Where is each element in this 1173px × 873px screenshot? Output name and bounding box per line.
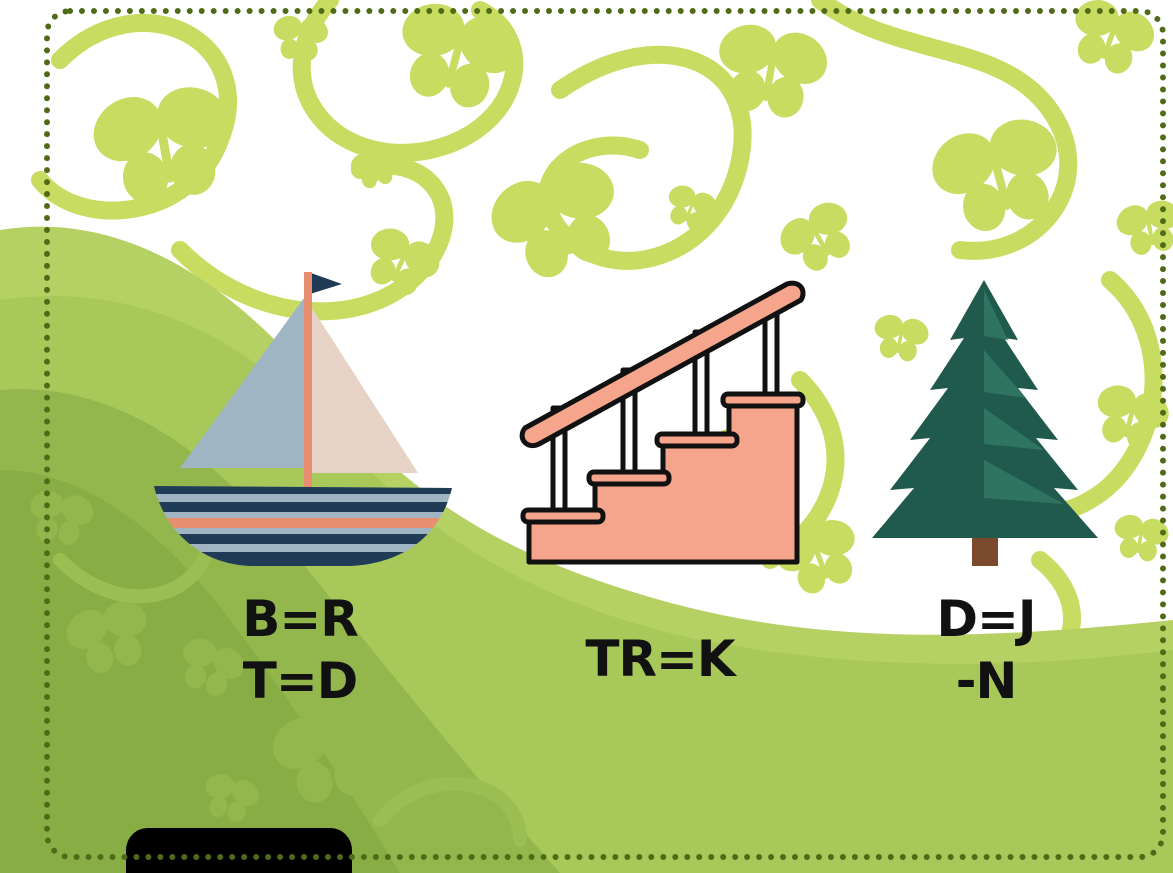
clue-line: D=J [936,590,1036,648]
clue-sailboat [200,588,400,712]
staircase-icon [515,278,807,568]
clue-staircase [530,628,790,690]
clue-pine-tree [886,588,1086,712]
clue-line: B=R [242,590,358,648]
clue-line: TR=K [585,630,735,688]
sailboat-icon [150,268,460,578]
clue-line: -N [955,652,1017,710]
answer-tab [126,828,352,873]
pine-tree-icon [868,280,1100,570]
clue-line: T=D [242,652,358,710]
